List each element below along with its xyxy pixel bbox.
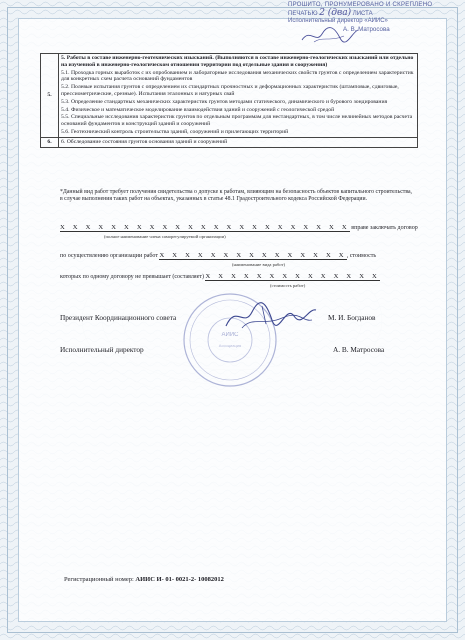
director-name: А. В. Матросова xyxy=(333,345,385,354)
table-row xyxy=(41,137,418,147)
contract-line-1 xyxy=(60,224,418,232)
contract-line-1-suffix: вправе заключать договор xyxy=(351,225,418,231)
contract-line-3-prefix: которых по одному договору не превышает (составляет) xyxy=(60,274,204,280)
cost-caption: (стоимость работ) xyxy=(270,283,306,288)
work-item: 5.3. Определение стандартных механических характеристик грунтов методами статического, динамического и бурового зондирования xyxy=(61,98,388,105)
work-item: 5.6. Геотехнический контроль строительства зданий, сооружений и прилегающих территорий xyxy=(61,128,289,135)
svg-text:Ассоциация: Ассоциация xyxy=(218,343,242,348)
stamp-line-2 xyxy=(288,7,462,19)
table-row xyxy=(41,54,418,138)
work-item: 5.1. Проходка горных выработок с их опробованием и лабораторные исследования механических свойств грунтов с определением характеристик для конкретных схем расчета оснований фундаментов xyxy=(61,69,414,83)
row6-number-cell: 6. xyxy=(41,137,59,147)
group-title: 5. Работы в составе инженерно-геотехнических изысканий. (Выполняются в составе инженерно-геологических изысканий или отдельно на изученной в инженерно-геологическом отношении территории под отдельные здания и сооружения) xyxy=(61,55,414,68)
contract-line-2 xyxy=(60,252,376,260)
registration-label: Регистрационный номер: xyxy=(64,576,134,583)
work-type-placeholder: Х Х Х Х Х Х Х Х Х Х Х Х Х Х Х xyxy=(159,252,347,259)
stamp-line-2-prefix: ПЕЧАТЬЮ xyxy=(288,10,318,17)
group-content-cell xyxy=(59,54,418,138)
svg-text:АИИС: АИИС xyxy=(221,332,239,338)
director-title: Исполнительный директор xyxy=(60,345,144,354)
president-title: Президент Координационного совета xyxy=(60,313,177,322)
member-name-placeholder: Х Х Х Х Х Х Х Х Х Х Х Х Х Х Х Х Х Х Х Х Х Х Х xyxy=(60,224,350,231)
stamp-line-2-suffix: ЛИСТА xyxy=(352,10,373,17)
contract-line-2-suffix: , стоимость xyxy=(346,253,377,259)
stamp-line-3: Исполнительный директор «АИИС» xyxy=(288,18,388,24)
work-item: 5.2. Полевые испытания грунтов с определением их стандартных прочностных и деформационных характеристик (штамповые, сдвиговые, прессиометрические, срезные). Испытания эталонных и натурных свай xyxy=(61,84,399,97)
contract-line-2-prefix: по осуществлению организации работ xyxy=(60,253,158,259)
cost-placeholder: Х Х Х Х Х Х Х Х Х Х Х Х Х Х xyxy=(205,273,380,280)
stamp-line-4: А. В. Матросова xyxy=(343,25,390,33)
work-type-caption: (наименование вида работ) xyxy=(232,262,286,267)
work-item: 5.4. Физическое и математическое моделирование взаимодействия зданий и сооружений с геологической средой xyxy=(61,106,335,113)
works-table xyxy=(40,53,418,148)
stamp-signature-scribble xyxy=(300,24,360,46)
stamp-line-1: ПРОШИТО, ПРОНУМЕРОВАНО И СКРЕПЛЕНО xyxy=(288,2,433,8)
president-name: М. И. Богданов xyxy=(328,313,376,322)
registration-value: АИИС И- 01- 0021-2- 10082012 xyxy=(135,576,224,583)
stamp-handwritten-count: 2 (два) xyxy=(319,7,352,18)
registration-number xyxy=(64,576,224,583)
work-item: 5.5. Специальные исследования характеристик грунтов по отдельным программам для нестандартных, в том числе нелинейных методов расчета оснований фундаментов и конструкций зданий и сооружений xyxy=(61,114,413,128)
group-number-cell: 5. xyxy=(41,54,59,138)
president-signature xyxy=(222,298,318,334)
member-name-caption: (полное наименование члена саморегулируемой организации) xyxy=(104,234,226,239)
row6-text-cell: 6. Обследование состояния грунтов основания зданий и сооружений xyxy=(59,137,418,147)
contract-line-3 xyxy=(60,273,380,281)
footnote: *Данный вид работ требует получения свидетельства о допуске к работам, влияющим на безопасность объектов капитального строительства, в случае выполнения таких работ на объектах, указанных в статье 48.1 Градостроительного кодекса Российской Федерации. xyxy=(60,189,412,203)
